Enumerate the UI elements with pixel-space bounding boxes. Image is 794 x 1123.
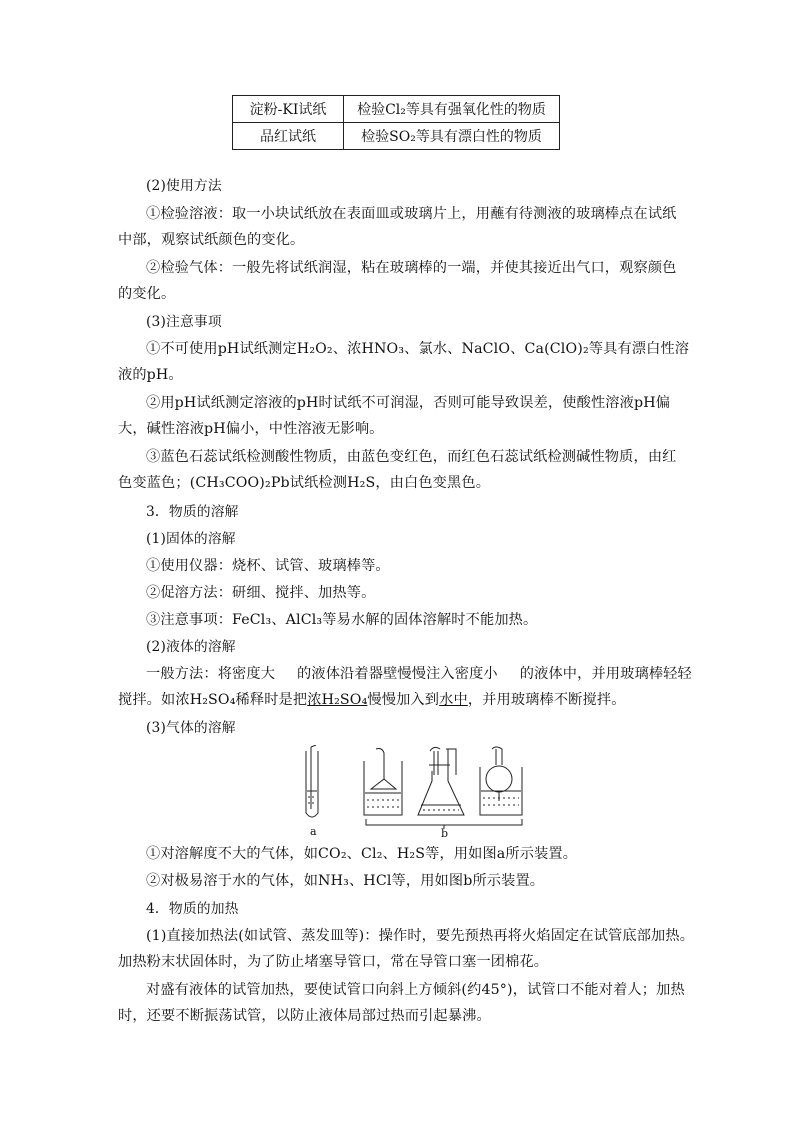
- table-row: [233, 123, 560, 150]
- text-span: 一般方法：将密度大: [146, 666, 276, 682]
- test-tube-apparatus: [306, 745, 318, 817]
- beaker-funnel-apparatus: [364, 749, 402, 816]
- text-span: 慢慢加入到: [367, 692, 440, 708]
- figure-label-b: b: [441, 827, 449, 840]
- table-cell: 检验SO₂等具有漂白性的物质: [344, 123, 560, 150]
- paragraph-line: ③蓝色石蕊试纸检测酸性物质，由蓝色变红色，而红色石蕊试纸检测碱性物质，由红: [146, 449, 677, 465]
- paragraph-line: ③注意事项：FeCl₃、AlCl₃等易水解的固体溶解时不能加热。: [146, 612, 538, 628]
- text-span: 的液体沿着器壁慢慢注入密度小: [297, 666, 498, 682]
- apparatus-drawing: [296, 745, 532, 837]
- paragraph-line: 时，还要不断振荡试管，以防止液体局部过热而引起暴沸。: [118, 1008, 491, 1024]
- conical-flask-apparatus: [418, 747, 464, 815]
- subsection-heading: (3)气体的溶解: [146, 720, 236, 736]
- subsection-heading: (2)液体的溶解: [146, 639, 236, 655]
- section-heading: (3)注意事项: [146, 314, 222, 330]
- table-row: [233, 96, 560, 123]
- text-span: 的液体中，并用玻璃棒轻轻: [519, 666, 692, 682]
- paragraph-line: [118, 690, 678, 710]
- paragraph-line: 加热粉末状固体时，为了防止堵塞导管口，常在导管口塞一团棉花。: [118, 954, 549, 970]
- table-cell: 品红试纸: [233, 123, 344, 150]
- paragraph-line: 的变化。: [118, 286, 176, 302]
- table-cell: 淀粉-KI试纸: [233, 96, 344, 123]
- paragraph-line: 色变蓝色；(CH₃COO)₂Pb试纸检测H₂S，由白色变黑色。: [118, 475, 491, 491]
- test-paper-table: [232, 95, 560, 150]
- figure-label-a: a: [310, 825, 317, 838]
- subsection-heading: (1)固体的溶解: [146, 531, 236, 547]
- paragraph-line: 对盛有液体的试管加热，要使试管口向斜上方倾斜(约45°)，试管口不能对着人；加热: [146, 982, 685, 998]
- paragraph-line: ①使用仪器：烧杯、试管、玻璃棒等。: [146, 558, 390, 574]
- paragraph-line: 液的pH。: [118, 367, 183, 383]
- text-span: 搅拌。如浓H₂SO₄稀释时是把: [118, 692, 308, 708]
- paragraph-line: ②检验气体：一般先将试纸润湿，粘在玻璃棒的一端，并使其接近出气口，观察颜色: [146, 260, 677, 276]
- underlined-answer: 水中: [439, 692, 468, 708]
- gas-dissolution-figure: [296, 745, 532, 840]
- paragraph-line: ①检验溶液：取一小块试纸放在表面皿或玻璃片上，用蘸有待测液的玻璃棒点在试纸: [146, 206, 677, 222]
- paragraph-line: 大，碱性溶液pH偏小，中性溶液无影响。: [118, 421, 384, 437]
- paragraph-line: ①不可使用pH试纸测定H₂O₂、浓HNO₃、氯水、NaClO、Ca(ClO)₂等具有漂白性溶: [146, 341, 690, 357]
- section-heading: 3．物质的溶解: [146, 504, 239, 520]
- section-heading: 4．物质的加热: [146, 901, 239, 917]
- table-cell: 检验Cl₂等具有强氧化性的物质: [344, 96, 560, 123]
- underlined-answer: 浓H₂SO₄: [307, 692, 368, 708]
- paragraph-line: ②促溶方法：研细、搅拌、加热等。: [146, 585, 376, 601]
- paragraph-line: ②用pH试纸测定溶液的pH时试纸不可润湿，否则可能导致误差，使酸性溶液pH偏: [146, 395, 671, 411]
- group-bracket: [366, 819, 522, 825]
- beaker-bulb-apparatus: [480, 747, 522, 815]
- paragraph-line: (1)直接加热法(如试管、蒸发皿等)：操作时，要先预热再将火焰固定在试管底部加热。: [146, 928, 695, 944]
- paragraph-line: 中部，观察试纸颜色的变化。: [118, 232, 305, 248]
- paragraph-line: ②对极易溶于水的气体，如NH₃、HCl等，用如图b所示装置。: [146, 873, 545, 889]
- section-heading: (2)使用方法: [146, 178, 222, 194]
- paragraph-line: ①对溶解度不大的气体，如CO₂、Cl₂、H₂S等，用如图a所示装置。: [146, 846, 578, 862]
- text-span: ，并用玻璃棒不断搅拌。: [467, 692, 626, 708]
- paragraph-line: [146, 664, 706, 684]
